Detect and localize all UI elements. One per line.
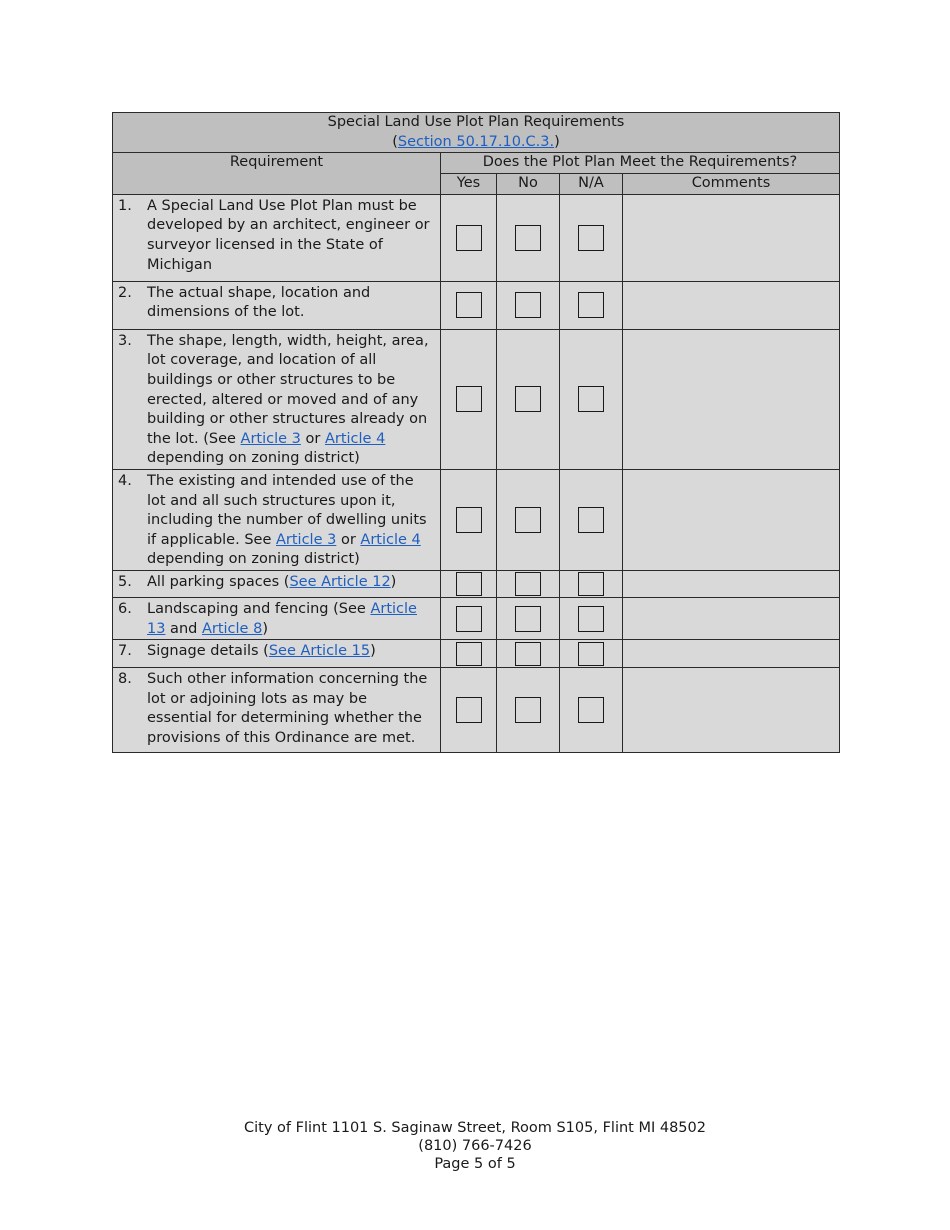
article-3-link[interactable]: Article 3 [275,531,337,548]
item-text: The actual shape, location and dimensions of the lot. [147,284,371,321]
comments-cell[interactable] [623,329,840,469]
na-checkbox[interactable] [578,386,604,412]
na-checkbox[interactable] [578,292,604,318]
yes-checkbox[interactable] [456,386,482,412]
requirement-cell [113,668,441,753]
article-12-link[interactable]: See Article 12 [289,573,391,590]
requirement-cell [113,194,441,281]
item-text: Landscaping and fencing (See Article 13 and Article 8) [147,600,417,637]
item-text: A Special Land Use Plot Plan must be developed by an architect, engineer or surveyor licensed in the State of Michigan [147,197,430,273]
yes-checkbox[interactable] [456,572,482,596]
yes-checkbox[interactable] [456,606,482,632]
requirement-cell [113,640,441,668]
article-8-link[interactable]: Article 8 [201,620,263,637]
item-number: 7. [118,643,132,660]
na-checkbox[interactable] [578,225,604,251]
article-15-link[interactable]: See Article 15 [268,643,371,660]
table-title: Special Land Use Plot Plan Requirements [327,114,625,130]
no-checkbox[interactable] [515,572,541,596]
plot-plan-requirements-table [112,112,840,753]
item-text: All parking spaces (See Article 12) [147,573,397,590]
requirement-cell [113,469,441,570]
item-number: 4. [118,472,132,489]
table-title-cell: Special Land Use Plot Plan Requirements (Section 50.17.10.C.3.) [113,113,840,153]
requirement-cell [113,281,441,329]
na-header: N/A [560,173,623,194]
no-checkbox[interactable] [515,606,541,632]
na-checkbox[interactable] [578,572,604,596]
table-row [113,329,840,469]
comments-cell[interactable] [623,570,840,597]
yes-header: Yes [441,173,497,194]
no-header: No [497,173,560,194]
na-checkbox[interactable] [578,606,604,632]
item-number: 6. [118,600,132,617]
comments-header: Comments [623,173,840,194]
yes-checkbox[interactable] [456,642,482,666]
comments-cell[interactable] [623,281,840,329]
table-row [113,640,840,668]
yes-checkbox[interactable] [456,225,482,251]
meets-requirements-header: Does the Plot Plan Meet the Requirements? [441,153,840,174]
page-footer [0,1119,950,1173]
item-text: Such other information concerning the lot or adjoining lots as may be essential for determining whether the provisions of this Ordinance are met. [147,671,428,746]
comments-cell[interactable] [623,597,840,639]
table-row [113,281,840,329]
article-4-link[interactable]: Article 4 [360,531,421,548]
table-row [113,469,840,570]
requirement-header: Requirement [113,153,441,195]
no-checkbox[interactable] [515,225,541,251]
item-number: 1. [118,197,132,214]
na-checkbox[interactable] [578,507,604,533]
na-checkbox[interactable] [578,697,604,723]
no-checkbox[interactable] [515,507,541,533]
item-number: 2. [118,284,132,301]
footer-phone: (810) 766-7426 [418,1138,532,1154]
item-number: 3. [118,332,132,349]
table-row [113,194,840,281]
article-13-link[interactable]: Article 13 [147,600,417,637]
table-row [113,597,840,639]
comments-cell[interactable] [623,469,840,570]
no-checkbox[interactable] [515,292,541,318]
no-checkbox[interactable] [515,642,541,666]
comments-cell[interactable] [623,194,840,281]
comments-cell[interactable] [623,640,840,668]
footer-page-number: Page 5 of 5 [434,1156,516,1172]
requirement-cell [113,570,441,597]
item-text: The shape, length, width, height, area, lot coverage, and location of all buildings or other structures to be erected, altered or moved and of any building or other structures already on the lot. (See Article 3 or Article 4 depending on zoning district) [147,332,429,467]
table-row [113,570,840,597]
article-4-link[interactable]: Article 4 [324,430,386,447]
footer-address: City of Flint 1101 S. Saginaw Street, Room S105, Flint MI 48502 [244,1120,706,1136]
article-3-link[interactable]: Article 3 [240,430,301,447]
item-text: Signage details (See Article 15) [147,643,376,660]
item-number: 5. [118,573,132,590]
requirement-cell [113,597,441,639]
comments-cell[interactable] [623,668,840,753]
table-row [113,668,840,753]
no-checkbox[interactable] [515,697,541,723]
section-link[interactable]: Section 50.17.10.C.3. [397,133,555,150]
yes-checkbox[interactable] [456,507,482,533]
na-checkbox[interactable] [578,642,604,666]
yes-checkbox[interactable] [456,292,482,318]
requirement-cell [113,329,441,469]
item-number: 8. [118,671,132,688]
no-checkbox[interactable] [515,386,541,412]
yes-checkbox[interactable] [456,697,482,723]
item-text: The existing and intended use of the lot and all such structures upon it, including the number of dwelling units if applicable. See Article 3 or Article 4 depending on zoning district) [147,472,427,568]
